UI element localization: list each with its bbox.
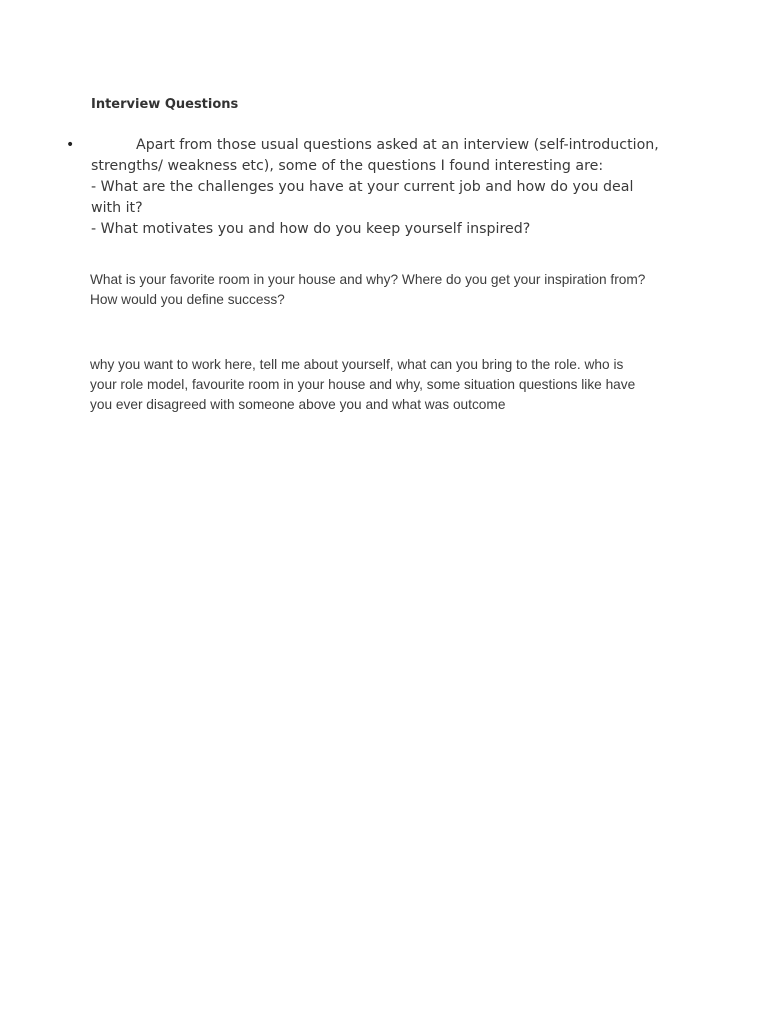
bullet-marker: • [66, 137, 75, 153]
paragraph2-line-1: why you want to work here, tell me about yourself, what can you bring to the role. who is [90, 357, 624, 372]
bullet-line-1: Apart from those usual questions asked at an interview (self-introduction, [136, 137, 659, 153]
bullet-line-3: - What are the challenges you have at your current job and how do you deal [91, 179, 634, 195]
bullet-text [91, 135, 686, 240]
paragraph-why-work-here [90, 355, 690, 415]
bullet-line-2: strengths/ weakness etc), some of the questions I found interesting are: [91, 158, 604, 174]
bullet-line-5: - What motivates you and how do you keep yourself inspired? [91, 221, 531, 237]
paragraph1-line-2: How would you define success? [90, 292, 285, 307]
document-title: Interview Questions [91, 97, 239, 112]
paragraph2-line-3: you ever disagreed with someone above you and what was outcome [90, 397, 506, 412]
paragraph-favorite-room [90, 270, 690, 310]
paragraph1-line-1: What is your favorite room in your house and why? Where do you get your inspiration from? [90, 272, 646, 287]
bullet-line-4: with it? [91, 200, 143, 216]
paragraph2-line-2: your role model, favourite room in your house and why, some situation questions like have [90, 377, 636, 392]
